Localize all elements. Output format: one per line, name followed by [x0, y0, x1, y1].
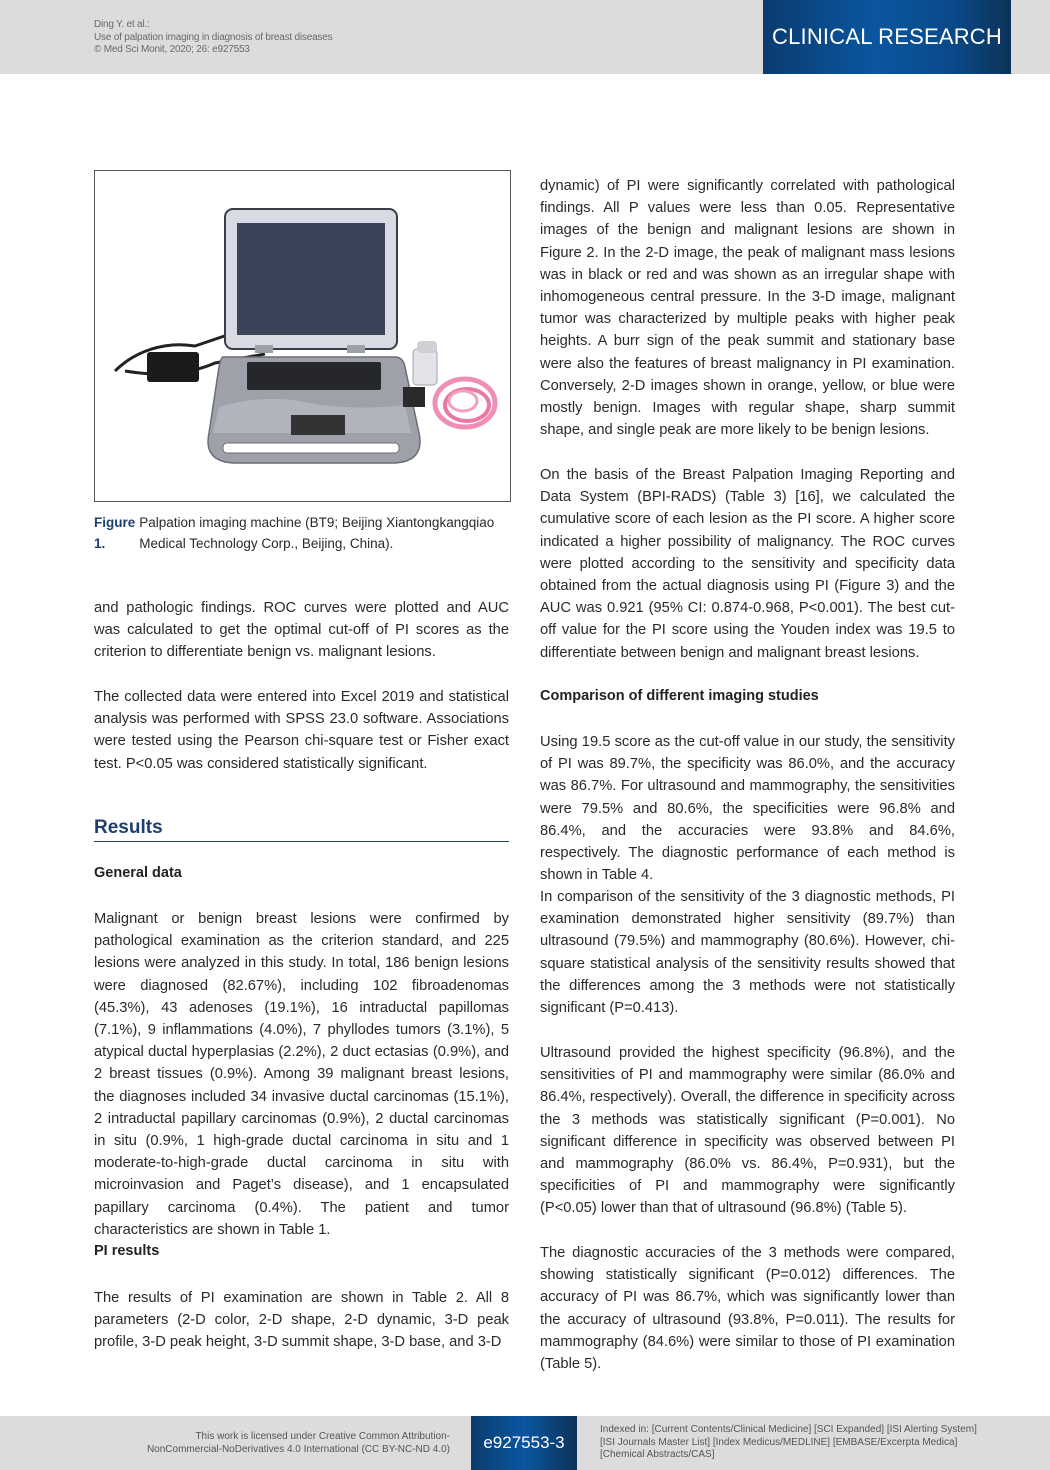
pi-results-heading: PI results [94, 1243, 160, 1259]
right-paragraph-5 [540, 1042, 955, 1220]
paragraph-text: The diagnostic accuracies of the 3 methods were compared, showing statistically significant (P=0.012) differences. The accuracy of PI was 86.7%, which was significantly lower than the accuracy of ultrasound (93.8%, P=0.011). The results for mammography (84.6%) were similar to those of PI examination (Table 5). [540, 1245, 955, 1373]
paragraph-text: The collected data were entered into Excel 2019 and statistical analysis was performed with SPSS 23.0 software. Associations were tested using the Pearson chi-square test or Fisher exact test. P<0.05 was considered statistically significant. [94, 689, 509, 772]
indexed-line-1: Indexed in: [Current Contents/Clinical Medicine] [SCI Expanded] [ISI Alerting System] [600, 1424, 977, 1435]
right-paragraph-4 [540, 886, 955, 1019]
section-badge: CLINICAL RESEARCH [763, 0, 1011, 74]
paragraph-text: Ultrasound provided the highest specificity (96.8%), and the sensitivities of PI and mammography were similar (86.0% and 86.4%, respectively). Overall, the difference in specificity across the 3 methods was statistically significant (P=0.001). No significant difference in specificity was observed between PI and mammography (86.0% vs. 86.4%, P=0.931), but the specificities of PI and mammography were significantly (P<0.05) lower than that of ultrasound (96.8%) (Table 5). [540, 1045, 955, 1217]
page-header [0, 0, 1050, 74]
right-paragraph-6 [540, 1242, 955, 1375]
right-paragraph-1 [540, 175, 955, 441]
running-head-citation: © Med Sci Monit, 2020; 26: e927553 [94, 44, 250, 55]
figure-caption-text: Palpation imaging machine (BT9; Beijing Xiantongkangqiao Medical Technology Corp., Beijing, China). [139, 515, 495, 551]
running-head-title: Use of palpation imaging in diagnosis of breast diseases [94, 31, 333, 43]
running-head-authors: Ding Y. et al.: [94, 19, 150, 30]
comparison-heading: Comparison of different imaging studies [540, 688, 819, 704]
license-line-1: This work is licensed under Creative Common Attribution- [195, 1431, 450, 1442]
page-footer [0, 1416, 1050, 1470]
figure-1-image [94, 170, 511, 502]
left-paragraph-3 [94, 908, 509, 1241]
page-number-badge: e927553-3 [471, 1416, 577, 1470]
paragraph-text: On the basis of the Breast Palpation Imaging Reporting and Data System (BPI-RADS) (Table 3) [16], we calculated the cumulative score of each lesion as the PI score. A higher score indicated a higher possibility of malignancy. The ROC curves were plotted according to the sensitivity and specificity data obtained from the actual diagnosis using PI (Figure 3) and the AUC was 0.921 (95% CI: 0.874-0.968, P<0.001). The best cut-off value for the PI score using the Youden index was 19.5 to differentiate between benign and malignant breast lesions. [540, 467, 955, 661]
paragraph-text: dynamic) of PI were significantly correlated with pathological findings. All P values were less than 0.05. Representative images of the benign and malignant lesions are shown in Figure 2. In the 2-D image, the peak of malignant mass lesions was in black or red and was shown as an irregular shape with inhomogeneous central pressure. In the 3-D image, malignant tumor was characterized by multiple peaks with higher peak heights. A burr sign of the peak summit and stationary base were also the features of breast malignancy in PI examination. Conversely, 2-D images shown in orange, yellow, or blue were mostly benign. Images with regular shape, sharp summit shape, and single peak are more likely to be benign lesions. [540, 178, 955, 439]
paragraph-text: The results of PI examination are shown in Table 2. All 8 parameters (2-D color, 2-D shape, 2-D dynamic, 3-D peak profile, 3-D peak height, 3-D summit shape, 3-D base, and 3-D [94, 1290, 509, 1351]
left-paragraph-1 [94, 597, 509, 664]
general-data-heading: General data [94, 865, 182, 881]
left-paragraph-2 [94, 686, 509, 775]
license-notice [147, 1431, 450, 1456]
indexed-line-2: [ISI Journals Master List] [Index Medicus/MEDLINE] [EMBASE/Excerpta Medica] [600, 1436, 958, 1448]
paragraph-text: and pathologic findings. ROC curves were plotted and AUC was calculated to get the optimal cut-off of PI scores as the criterion to differentiate benign vs. malignant lesions. [94, 600, 509, 661]
paragraph-text: Using 19.5 score as the cut-off value in our study, the sensitivity of PI was 89.7%, the specificity was 86.0%, and the accuracy was 86.7%. For ultrasound and mammography, the sensitivities were 79.5% and 80.6%, the specificities were 96.8% and 86.4%, and the accuracies were 93.8% and 84.6%, respectively. The diagnostic performance of each method is shown in Table 4. [540, 734, 955, 884]
results-heading: Results [94, 817, 509, 842]
right-paragraph-3 [540, 731, 955, 886]
paragraph-text: Malignant or benign breast lesions were confirmed by pathological examination as the criterion standard, and 225 lesions were analyzed in this study. In total, 186 benign lesions were diagnosed (82.67%), including 102 fibroadenomas (45.3%), 43 adenoses (19.1%), 16 intraductal papillomas (7.1%), 9 inflammations (4.0%), 7 phyllodes tumors (3.1%), 5 atypical ductal hyperplasias (2.2%), 2 duct ectasias (0.9%), and 2 breast tissues (0.9%). Among 39 malignant breast lesions, the diagnoses included 34 invasive ductal carcinomas (15.1%), 2 intraductal papillary carcinomas (0.9%), 2 ductal carcinomas in situ (0.9%, 1 high-grade ductal carcinoma in situ and 1 moderate-to-high-grade ductal carcinoma in situ with microinvasion and Paget’s disease), and 1 encapsulated papillary carcinoma (0.4%). The patient and tumor characteristics are shown in Table 1. [94, 911, 509, 1238]
paragraph-text: In comparison of the sensitivity of the 3 diagnostic methods, PI examination demonstrated higher sensitivity (89.7%) than ultrasound (79.5%) and mammography (80.6%). However, chi-square statistical analysis of the sensitivity results showed that the differences among the 3 methods were not statistically significant (P=0.413). [540, 889, 955, 1017]
palpation-machine-illustration [95, 171, 510, 501]
running-head [94, 19, 332, 57]
right-paragraph-2 [540, 464, 955, 664]
left-paragraph-4 [94, 1287, 509, 1354]
indexed-line-3: [Chemical Abstracts/CAS] [600, 1449, 715, 1460]
figure-1-caption [94, 512, 514, 554]
license-line-2: NonCommercial-NoDerivatives 4.0 International (CC BY-NC-ND 4.0) [146, 1443, 450, 1455]
indexing-list [600, 1424, 977, 1462]
figure-label: Figure 1. [94, 515, 136, 551]
